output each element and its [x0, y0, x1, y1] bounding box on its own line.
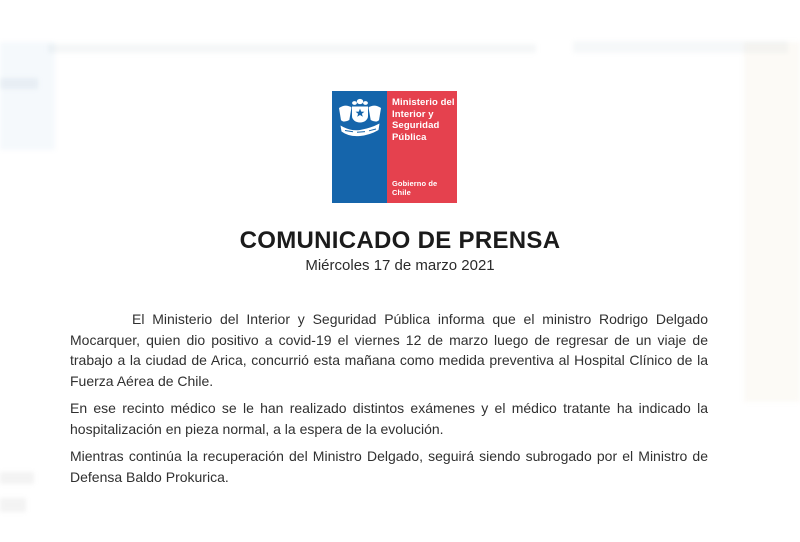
ministry-name — [387, 91, 457, 143]
paragraph: Mientras continúa la recuperación del Ministro Delgado, seguirá siendo subrogado por el Ministro de Defensa Baldo Prokurica. — [70, 448, 708, 485]
ghost-artifact — [744, 42, 800, 402]
ghost-artifact — [0, 472, 34, 484]
page-title: COMUNICADO DE PRENSA — [239, 227, 561, 254]
document-date: Miércoles 17 de marzo 2021 — [305, 257, 495, 274]
ghost-artifact — [573, 41, 788, 53]
ministry-name-line: Ministerio del — [392, 97, 455, 108]
chile-coat-of-arms-icon — [337, 91, 383, 143]
paragraph: El Ministerio del Interior y Seguridad Pública informa que el ministro Rodrigo Delgado Mocarquer, quien dio positivo a covid-19 el viernes 12 de marzo luego de regresar de un viaje de trabajo a la ciudad de Arica, concurrió esta mañana como medida preventiva al Hospital Clínico de la Fuerza Aérea de Chile. — [70, 311, 708, 389]
ghost-artifact — [0, 78, 38, 89]
logo-red-panel — [387, 91, 457, 203]
government-label: Gobierno de Chile — [392, 179, 438, 197]
ministry-name-line: Pública — [392, 131, 427, 143]
ghost-artifact — [0, 42, 55, 150]
ministry-name-line: Interior y — [392, 108, 434, 120]
ghost-artifact — [48, 44, 536, 53]
logo-blue-panel — [332, 91, 387, 203]
ministry-name-line: Seguridad — [392, 120, 440, 131]
document-body — [70, 309, 708, 494]
ghost-artifact — [0, 498, 26, 512]
ministry-logo — [332, 91, 457, 203]
paragraph: En ese recinto médico se le han realizado distintos exámenes y el médico tratante ha indicado la hospitalización en pieza normal, a la espera de la evolución. — [70, 400, 708, 437]
